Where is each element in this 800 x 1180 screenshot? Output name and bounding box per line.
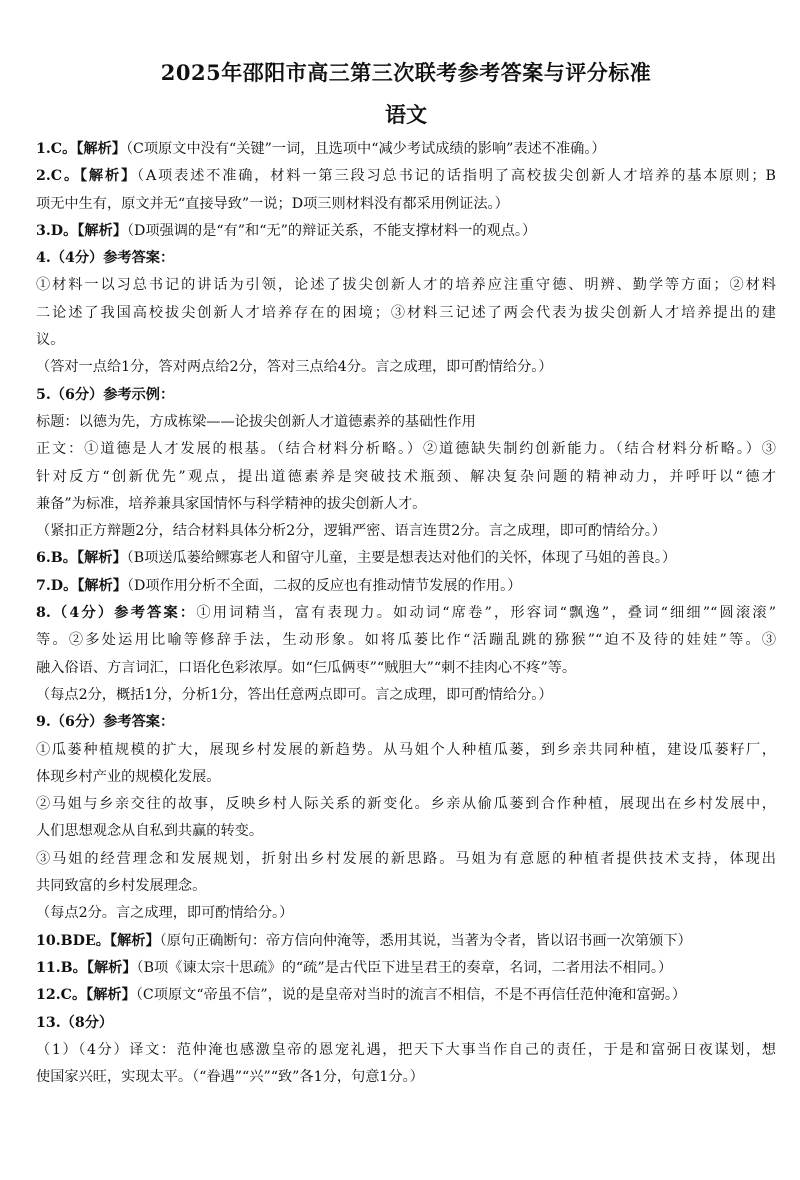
answer-text: （紧扣正方辩题2分，结合材料具体分析2分，逻辑严密、语言连贯2分。言之成理，即可酌情给分。） (36, 523, 667, 540)
answer-label: 6.B。【解析】 (36, 550, 127, 567)
answer-line (36, 1037, 776, 1064)
answer-line (36, 382, 776, 409)
answer-text: 等。②多处运用比喻等修辞手法，生动形象。如将瓜蒌比作“活蹦乱跳的猕猴”“迫不及待的娃娃”等。③ (36, 632, 776, 649)
answer-text: ①材料一以习总书记的讲话为引领，论述了拔尖创新人才的培养应注重守德、明辨、勤学等方面；②材料 (36, 277, 776, 294)
answer-label: 13.（8分） (36, 1014, 114, 1031)
answer-line (36, 682, 776, 709)
answer-label: 7.D。【解析】 (36, 577, 127, 594)
answer-text: 体现乡村产业的规模化发展。 (36, 768, 221, 785)
answer-text: （B项《谏太宗十思疏》的“疏”是古代臣下进呈君王的奏章，名词，二者用法不相同。） (136, 959, 673, 976)
answer-line (36, 1064, 776, 1091)
answer-line (36, 873, 776, 900)
answer-text: （D项强调的是“有”和“无”的辩证关系，不能支撑材料一的观点。） (126, 222, 537, 239)
answer-line (36, 737, 776, 764)
answer-label: 12.C。【解析】 (36, 987, 136, 1004)
answer-label: 5.（6分）参考示例： (36, 386, 175, 403)
answer-label: 11.B。【解析】 (36, 959, 137, 976)
answer-text: 兼备”为标准，培养兼具家国情怀与科学精神的拔尖创新人才。 (36, 495, 427, 512)
answer-line (36, 818, 776, 845)
answer-text: （D项作用分析不全面，二叔的反应也有推动情节发展的作用。） (126, 577, 522, 594)
answer-text: ①瓜蒌种植规模的扩大，展现乡村发展的新趋势。从马姐个人种植瓜蒌，到乡亲共同种植，建设瓜蒌籽厂， (36, 741, 776, 758)
answer-text: 共同致富的乡村发展理念。 (36, 878, 207, 895)
subject-heading: 语文 (385, 102, 427, 127)
answer-line (36, 573, 776, 600)
answer-text: （A项表述不准确，材料一第三段习总书记的话指明了高校拔尖创新人才培养的基本原则；B (137, 168, 776, 185)
answer-text: 议。 (36, 332, 65, 349)
answer-label: 3.D。【解析】 (36, 222, 127, 239)
answer-page (36, 0, 776, 1091)
page-title: 2025年邵阳市高三第三次联考参考答案与评分标准 (160, 60, 652, 85)
answer-text: （C项原文“帝虽不信”，说的是皇帝对当时的流言不相信，不是不再信任范仲淹和富弼。） (135, 987, 687, 1004)
answer-text: （答对一点给1分，答对两点给2分，答对三点给4分。言之成理，即可酌情给分。） (36, 359, 553, 376)
answer-text: 项无中生有，原文并无“直接导致”一说；D项三则材料没有都采用例证法。） (36, 195, 509, 212)
answer-line (36, 600, 776, 627)
answer-line (36, 327, 776, 354)
answer-line (36, 846, 776, 873)
answer-text: 正文：①道德是人才发展的根基。（结合材料分析略。）②道德缺失制约创新能力。（结合材料分析略。）③ (36, 441, 776, 458)
answer-text: （每点2分。言之成理，即可酌情给分。） (36, 905, 294, 922)
answer-label: 1.C。【解析】 (36, 141, 126, 157)
answer-text: （每点2分，概括1分，分析1分，答出任意两点即可。言之成理，即可酌情给分。） (36, 686, 553, 703)
answer-line (36, 191, 776, 218)
answer-line (36, 545, 776, 572)
answer-text: 人们思想观念从自私到共赢的转变。 (36, 823, 264, 840)
answer-text: 二论述了我国高校拔尖创新人才培养存在的困境；③材料三记述了两会代表为拔尖创新人才培养提出的建 (36, 304, 776, 321)
answer-content (36, 136, 776, 1091)
answer-label: 8.（4分）参考答案： (36, 605, 197, 622)
answer-line (36, 518, 776, 545)
answer-text: ②马姐与乡亲交往的故事，反映乡村人际关系的新变化。乡亲从偷瓜蒌到合作种植，展现出在乡村发展中， (36, 796, 776, 813)
answer-text: （1）（4分）译文：范仲淹也感激皇帝的恩宠礼遇，把天下大事当作自己的责任，于是和富弼日夜谋划，想 (36, 1041, 776, 1058)
answer-text: 融入俗语、方言词汇，口语化色彩浓厚。如“仨瓜俩枣”“贼胆大”“刺不挂肉心不疼”等。 (36, 659, 577, 676)
answer-text: （C项原文中没有“关键”一词，且选项中“减少考试成绩的影响”表述不准确。） (125, 141, 606, 157)
answer-line (36, 709, 776, 736)
answer-label: 10.BDE。【解析】 (36, 932, 160, 949)
answer-line (36, 928, 776, 955)
answer-line (36, 764, 776, 791)
answer-line (36, 163, 776, 190)
answer-label: 9.（6分）参考答案： (36, 714, 175, 731)
answer-text: （原句正确断句：帝方信向仲淹等，悉用其说，当著为令者，皆以诏书画一次第颁下） (159, 932, 692, 949)
answer-line (36, 245, 776, 272)
answer-line (36, 354, 776, 381)
answer-line (36, 1010, 776, 1037)
answer-line (36, 491, 776, 518)
answer-line (36, 272, 776, 299)
answer-line (36, 136, 776, 163)
answer-label: 2.C。【解析】 (36, 168, 138, 185)
answer-line (36, 982, 776, 1009)
answer-line (36, 409, 776, 436)
answer-text: 针对反方“创新优先”观点，提出道德素养是突破技术瓶颈、解决复杂问题的精神动力，并呼吁以“德才 (36, 468, 776, 485)
answer-text: 标题：以德为先，方成栋梁——论拔尖创新人才道德素养的基础性作用 (36, 413, 476, 430)
answer-line (36, 955, 776, 982)
answer-line (36, 436, 776, 463)
answer-label: 4.（4分）参考答案： (36, 250, 175, 267)
answer-line (36, 218, 776, 245)
answer-line (36, 627, 776, 654)
answer-line (36, 655, 776, 682)
answer-text: ①用词精当，富有表现力。如动词“席卷”，形容词“飘逸”，叠词“细细”“圆滚滚” (196, 605, 776, 622)
answer-line (36, 464, 776, 491)
answer-line (36, 300, 776, 327)
answer-text: （B项送瓜蒌给鳏寡老人和留守儿童，主要是想表达对他们的关怀，体现了马姐的善良。） (126, 550, 677, 567)
answer-text: 使国家兴旺，实现太平。（“眷遇”“兴”“致”各1分，句意1分。） (36, 1069, 424, 1086)
answer-text: ③马姐的经营理念和发展规划，折射出乡村发展的新思路。马姐为有意愿的种植者提供技术支持，体现出 (36, 850, 776, 867)
answer-line (36, 791, 776, 818)
answer-line (36, 900, 776, 927)
